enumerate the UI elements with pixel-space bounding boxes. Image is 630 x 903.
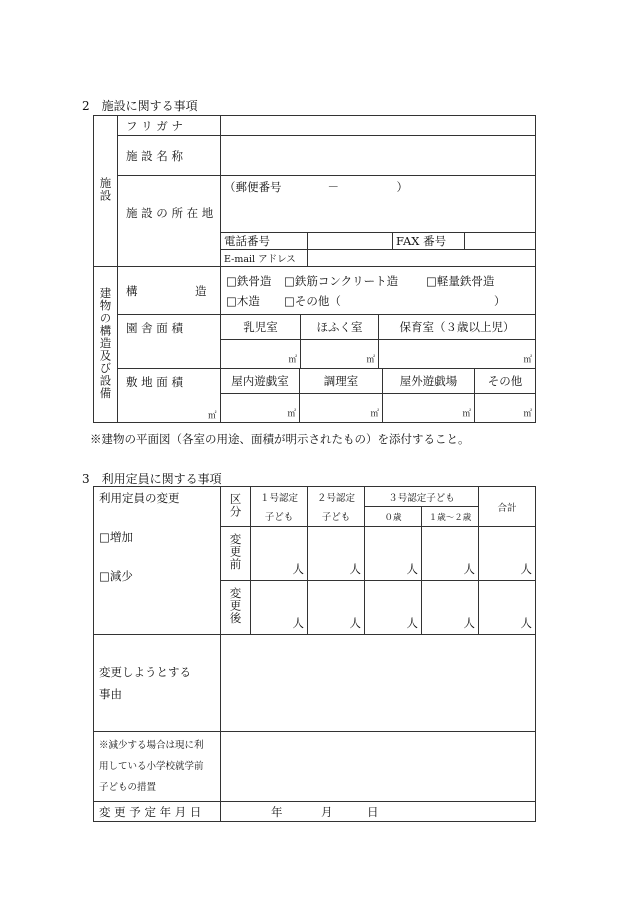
address-label: 施 設 の 所 在 地 — [118, 176, 221, 250]
measure-field[interactable] — [221, 732, 536, 802]
month-label: 月 — [321, 805, 333, 819]
site-columns-row — [221, 369, 536, 394]
kubun-label: 区分 — [221, 487, 251, 527]
change-date-field[interactable] — [221, 802, 536, 822]
measure-label-line3: 子どもの措置 — [99, 782, 157, 793]
capacity-table — [93, 486, 536, 822]
col3-age0: ０歳 — [365, 507, 422, 527]
checkbox-wood[interactable]: □木造 — [226, 293, 260, 308]
other-area[interactable]: ㎡ — [523, 409, 532, 419]
structure-label: 構 造 — [118, 267, 221, 315]
col1-header-a: １号認定 — [251, 487, 308, 507]
checkbox-rc[interactable]: □鉄筋コンクリート造 — [284, 273, 399, 288]
nursery-room-area[interactable]: ㎡ — [379, 340, 536, 369]
before-age12[interactable]: 人 — [422, 527, 479, 581]
before-age0[interactable]: 人 — [365, 527, 422, 581]
col2-header-a: ２号認定 — [308, 487, 365, 507]
change-date-label: 変 更 予 定 年 月 日 — [94, 802, 221, 822]
facility-name-label: 施 設 名 称 — [118, 136, 221, 176]
other-close-paren: ） — [494, 293, 506, 308]
floor-plan-note: ※建物の平面図（各室の用途、面積が明示されたもの）を添付すること。 — [90, 432, 470, 446]
after-label: 変更後 — [221, 581, 251, 635]
facility-table — [93, 115, 536, 267]
section-3-title: 3 利用定員に関する事項 — [82, 472, 222, 486]
change-label: 利用定員の変更 — [99, 491, 180, 505]
reason-label-line2: 事由 — [99, 687, 122, 701]
email-field[interactable] — [308, 250, 536, 267]
col-other: その他 — [487, 374, 523, 388]
col-kitchen: 調理室 — [300, 369, 383, 393]
fax-field[interactable] — [465, 233, 536, 250]
measure-label-line1: ※減少する場合は現に利 — [99, 740, 204, 751]
structure-options — [221, 267, 536, 315]
postal-code-field: （郵便番号 － ） — [224, 180, 408, 194]
tel-field[interactable] — [308, 233, 393, 250]
col-outdoor-play: 屋外遊戯場 — [383, 369, 475, 393]
checkbox-other[interactable]: □その他（ — [284, 293, 341, 308]
after-total[interactable]: 人 — [479, 581, 536, 635]
decrease-checkbox[interactable]: □減少 — [99, 569, 133, 583]
col1-header-b: 子ども — [251, 507, 308, 527]
measure-label-line2: 用している小学校就学前 — [99, 761, 204, 772]
col-indoor-play: 屋内遊戯室 — [221, 369, 300, 393]
site-values-row — [221, 394, 536, 423]
before-col2[interactable]: 人 — [308, 527, 365, 581]
site-area-unit: ㎡ — [208, 411, 217, 421]
col-crawl-room: ほふく室 — [301, 315, 379, 340]
building-group-label: 建物の構造及び設備 — [94, 267, 118, 423]
fax-label: FAX 番号 — [393, 233, 465, 250]
garden-area-label: 園 舎 面 積 — [118, 315, 221, 369]
after-age0[interactable]: 人 — [365, 581, 422, 635]
facility-group-label: 施設 — [94, 116, 118, 267]
checkbox-steel[interactable]: □鉄骨造 — [226, 273, 272, 288]
increase-checkbox[interactable]: □増加 — [99, 530, 133, 544]
col-infant-room: 乳児室 — [221, 315, 301, 340]
col3-age12: １歳～２歳 — [422, 507, 479, 527]
kitchen-area[interactable]: ㎡ — [300, 394, 383, 422]
email-label: E-mail アドレス — [221, 250, 308, 267]
measure-label-cell — [94, 732, 221, 802]
building-table — [93, 266, 536, 423]
outdoor-play-area[interactable]: ㎡ — [383, 394, 475, 422]
total-header: 合計 — [479, 487, 536, 527]
after-col2[interactable]: 人 — [308, 581, 365, 635]
tel-label: 電話番号 — [221, 233, 308, 250]
day-label: 日 — [367, 805, 379, 819]
after-col1[interactable]: 人 — [251, 581, 308, 635]
col-nursery-room: 保育室（３歳以上児） — [379, 315, 536, 340]
col2-header-b: 子ども — [308, 507, 365, 527]
checkbox-light-steel[interactable]: □軽量鉄骨造 — [426, 273, 495, 288]
crawl-room-area[interactable]: ㎡ — [301, 340, 379, 369]
before-label: 変更前 — [221, 527, 251, 581]
before-total[interactable]: 人 — [479, 527, 536, 581]
section-2-title: 2 施設に関する事項 — [82, 99, 198, 113]
facility-name-field[interactable] — [221, 136, 536, 176]
col3-header: ３号認定子ども — [365, 487, 479, 507]
year-label: 年 — [271, 805, 283, 819]
site-area-label: 敷 地 面 積 — [118, 369, 221, 423]
reason-field[interactable] — [221, 635, 536, 732]
before-col1[interactable]: 人 — [251, 527, 308, 581]
reason-label-cell — [94, 635, 221, 732]
furigana-field[interactable] — [221, 116, 536, 136]
address-field[interactable] — [221, 176, 536, 233]
infant-room-area[interactable]: ㎡ — [221, 340, 301, 369]
after-age12[interactable]: 人 — [422, 581, 479, 635]
reason-label-line1: 変更しようとする — [99, 665, 191, 679]
change-cell — [94, 487, 221, 635]
furigana-label: フ リ ガ ナ — [118, 116, 221, 136]
indoor-play-area[interactable]: ㎡ — [221, 394, 300, 422]
